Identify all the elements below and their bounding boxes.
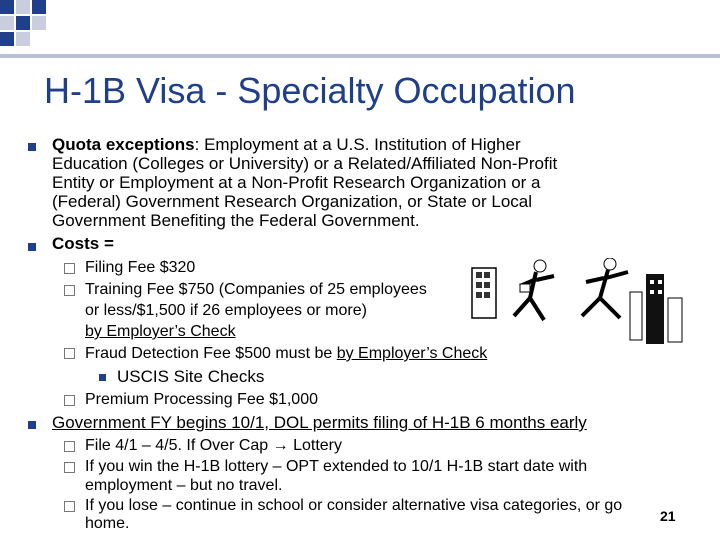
fraud-fee-text: Fraud Detection Fee $500 must be — [85, 345, 337, 362]
quota-line-5: Government Benefiting the Federal Government. — [52, 211, 420, 230]
fraud-fee-employer-check: by Employer’s Check — [336, 345, 488, 362]
lottery-win-line-2: employment – but no travel. — [85, 477, 283, 494]
sub-bullet-box — [64, 462, 75, 473]
lottery-text: Lottery — [288, 437, 342, 454]
bullet-square — [28, 421, 36, 429]
quota-line-3: Entity or Employment at a Non-Profit Research Organization or a — [52, 173, 541, 192]
slide-title: H-1B Visa - Specialty Occupation — [44, 70, 576, 111]
quota-line-1 — [52, 136, 521, 154]
sub-bullet-box — [64, 285, 75, 296]
quota-label: Quota exceptions — [52, 135, 195, 154]
training-fee-line-3: by Employer’s Check — [85, 323, 236, 340]
government-fy-line: Government FY begins 10/1, DOL permits filing of H-1B 6 months early — [52, 413, 587, 432]
file-window-text: File 4/1 – 4/5. If Over Cap — [85, 437, 273, 454]
sub-bullet-box — [64, 395, 75, 406]
bullet-square — [28, 243, 36, 251]
sub-bullet-box — [64, 441, 75, 452]
filing-fee: Filing Fee $320 — [85, 259, 196, 276]
sub-bullet-box — [64, 348, 75, 359]
costs-label: Costs = — [52, 234, 114, 253]
sub-bullet-box — [64, 263, 75, 274]
quota-text-1: : Employment at a U.S. Institution of Higher — [194, 135, 521, 154]
file-window-line — [85, 437, 342, 455]
lottery-lose-line-1: If you lose – continue in school or consider alternative visa categories, or go — [85, 497, 623, 514]
premium-processing-fee: Premium Processing Fee $1,000 — [85, 391, 318, 408]
quota-line-4: (Federal) Government Research Organization, or State or Local — [52, 192, 533, 211]
training-fee-line-2: or less/$1,500 if 26 employees or more) — [85, 302, 367, 319]
sub-bullet-box — [64, 501, 75, 512]
arrow-right-icon: → — [272, 437, 289, 454]
uscis-site-checks: USCIS Site Checks — [117, 367, 265, 386]
fraud-fee — [85, 345, 487, 363]
bullet-square — [28, 143, 36, 151]
lottery-win-line-1: If you win the H-1B lottery – OPT extended to 10/1 H-1B start date with — [85, 458, 588, 475]
training-fee-line-1: Training Fee $750 (Companies of 25 employees — [85, 281, 427, 298]
page-number: 21 — [660, 508, 676, 524]
quota-line-2: Education (Colleges or University) or a Related/Affiliated Non-Profit — [52, 154, 558, 173]
bullet-square — [99, 374, 106, 381]
lottery-lose-line-2: home. — [85, 515, 130, 532]
